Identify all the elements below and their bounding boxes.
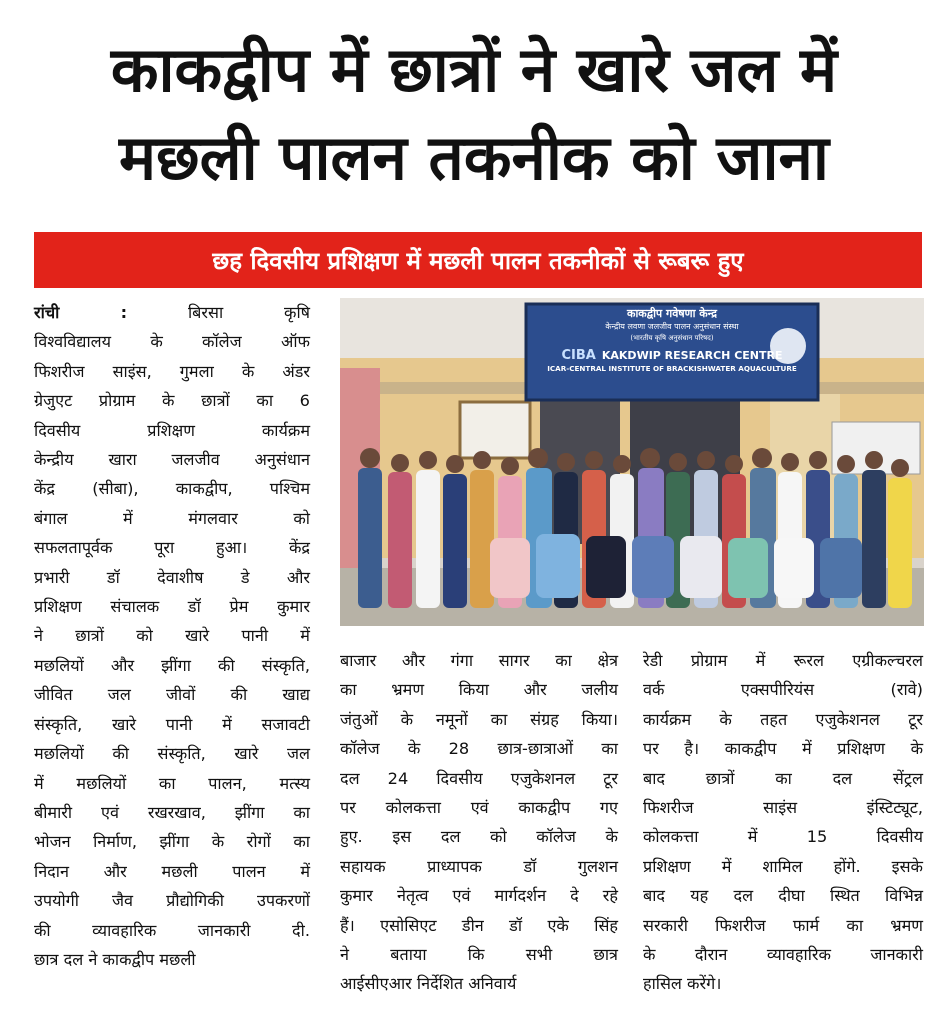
article-line: सहायक प्राध्यापक डॉ गुलशन bbox=[340, 856, 618, 876]
article-line: भोजन निर्माण, झींगा के रोगों का bbox=[34, 832, 310, 852]
sign-hindi-line-2: केन्द्रीय लवणा जलजीव पालन अनुसंधान संस्था bbox=[605, 322, 739, 331]
sign-hindi-line-1: काकद्वीप गवेषणा केन्द्र bbox=[627, 307, 717, 320]
article-line: फिशरीज साइंस इंस्टिट्यूट, bbox=[643, 798, 923, 818]
article-line: बीमारी एवं रखरखाव, झींगा का bbox=[34, 802, 310, 822]
article-line: कुमार नेतृत्व एवं मार्गदर्शन दे रहे bbox=[340, 886, 618, 906]
article-column-1 bbox=[34, 298, 310, 974]
article-line: कॉलेज के 28 छात्र-छात्राओं का bbox=[340, 739, 618, 759]
article-line: बाद यह दल दीघा स्थित विभिन्न bbox=[643, 886, 923, 906]
article-line: दिवसीय प्रशिक्षण कार्यक्रम bbox=[34, 420, 310, 440]
article-line: आईसीएआर निर्देशित अनिवार्य bbox=[340, 974, 517, 994]
article-line: का भ्रमण किया और जलीय bbox=[340, 680, 618, 700]
article-line: ग्रेजुएट प्रोग्राम के छात्रों का 6 bbox=[34, 391, 310, 411]
article-line: ने बताया कि सभी छात्र bbox=[340, 945, 618, 965]
sign-logo: CIBA bbox=[561, 348, 596, 363]
article-line: प्रशिक्षण संचालक डॉ प्रेम कुमार bbox=[34, 597, 310, 617]
article-line: में मछलियों का पालन, मत्स्य bbox=[34, 773, 310, 793]
headline-line-1: काकद्वीप में छात्रों ने खारे जल में bbox=[110, 33, 838, 106]
article-line: मछलियों और झींगा की संस्कृति, bbox=[34, 655, 310, 675]
article-line bbox=[34, 298, 310, 327]
article-line: बाद छात्रों का दल सेंट्रल bbox=[643, 768, 923, 788]
article-column-3 bbox=[643, 646, 923, 999]
article-line: सरकारी फिशरीज फार्म का भ्रमण bbox=[643, 915, 923, 935]
article-line: पर कोलकत्ता एवं काकद्वीप गए bbox=[340, 798, 618, 818]
article-line: मछलियों की संस्कृति, खारे जल bbox=[34, 744, 310, 764]
article-line: हैं। एसोसिएट डीन डॉ एके सिंह bbox=[340, 915, 618, 935]
article-line: छात्र दल ने काकद्वीप मछली bbox=[34, 949, 196, 969]
article-column-2 bbox=[340, 646, 618, 999]
article-line: संस्कृति, खारे पानी में सजावटी bbox=[34, 714, 310, 734]
article-line: विश्वविद्यालय के कॉलेज ऑफ bbox=[34, 332, 310, 352]
article-line: जंतुओं के नमूनों का संग्रह किया। bbox=[340, 709, 618, 729]
article-text: बिरसा कृषि bbox=[187, 303, 310, 322]
headline bbox=[24, 26, 924, 202]
article-line: उपयोगी जैव प्रौद्योगिकी उपकरणों bbox=[34, 891, 310, 911]
article-line: प्रशिक्षण में शामिल होंगे. इसके bbox=[643, 856, 923, 876]
subheadline-banner bbox=[34, 232, 922, 288]
article-line: बंगाल में मंगलवार को bbox=[34, 508, 310, 528]
article-line: के दौरान व्यावहारिक जानकारी bbox=[643, 945, 923, 965]
sign-english-line-1: KAKDWIP RESEARCH CENTRE bbox=[601, 349, 783, 362]
headline-line-2: मछली पालन तकनीक को जाना bbox=[119, 121, 829, 194]
article-line: कार्यक्रम के तहत एजुकेशनल टूर bbox=[643, 709, 923, 729]
article-line: केन्द्रीय खारा जलजीव अनुसंधान bbox=[34, 450, 310, 470]
article-line: बाजार और गंगा सागर का क्षेत्र bbox=[340, 651, 618, 670]
subheadline-text: छह दिवसीय प्रशिक्षण में मछली पालन तकनीकों से रूबरू हुए bbox=[212, 246, 744, 275]
dateline: रांची : bbox=[34, 303, 128, 322]
group-photo bbox=[340, 298, 924, 626]
article-line: जीवित जल जीवों की खाद्य bbox=[34, 685, 310, 705]
article-line: की व्यावहारिक जानकारी दी. bbox=[34, 920, 310, 940]
article-line: रेडी प्रोग्राम में रूरल एग्रीकल्चरल bbox=[643, 651, 923, 670]
sign-english-line-2: ICAR-CENTRAL INSTITUTE OF BRACKISHWATER AQUACULTURE bbox=[547, 364, 797, 373]
article-line: कोलकत्ता में 15 दिवसीय bbox=[643, 827, 923, 847]
article-line: पर है। काकद्वीप में प्रशिक्षण के bbox=[643, 739, 923, 759]
sign-hindi-line-3: (भारतीय कृषि अनुसंधान परिषद) bbox=[630, 334, 714, 342]
article-line: प्रभारी डॉ देवाशीष डे और bbox=[34, 567, 310, 587]
article-line: ने छात्रों को खारे पानी में bbox=[34, 626, 310, 646]
article-line: केंद्र (सीबा), काकद्वीप, पश्चिम bbox=[34, 479, 310, 499]
article-line: सफलतापूर्वक पूरा हुआ। केंद्र bbox=[34, 538, 310, 558]
article-line: फिशरीज साइंस, गुमला के अंडर bbox=[34, 361, 310, 381]
article-line: निदान और मछली पालन में bbox=[34, 861, 310, 881]
article-line: दल 24 दिवसीय एजुकेशनल टूर bbox=[340, 768, 618, 788]
article-line: हुए. इस दल को कॉलेज के bbox=[340, 827, 618, 847]
sign-text bbox=[526, 306, 818, 398]
article-line: हासिल करेंगे। bbox=[643, 974, 722, 994]
article-line: वर्क एक्सपीरियंस (रावे) bbox=[643, 680, 923, 700]
